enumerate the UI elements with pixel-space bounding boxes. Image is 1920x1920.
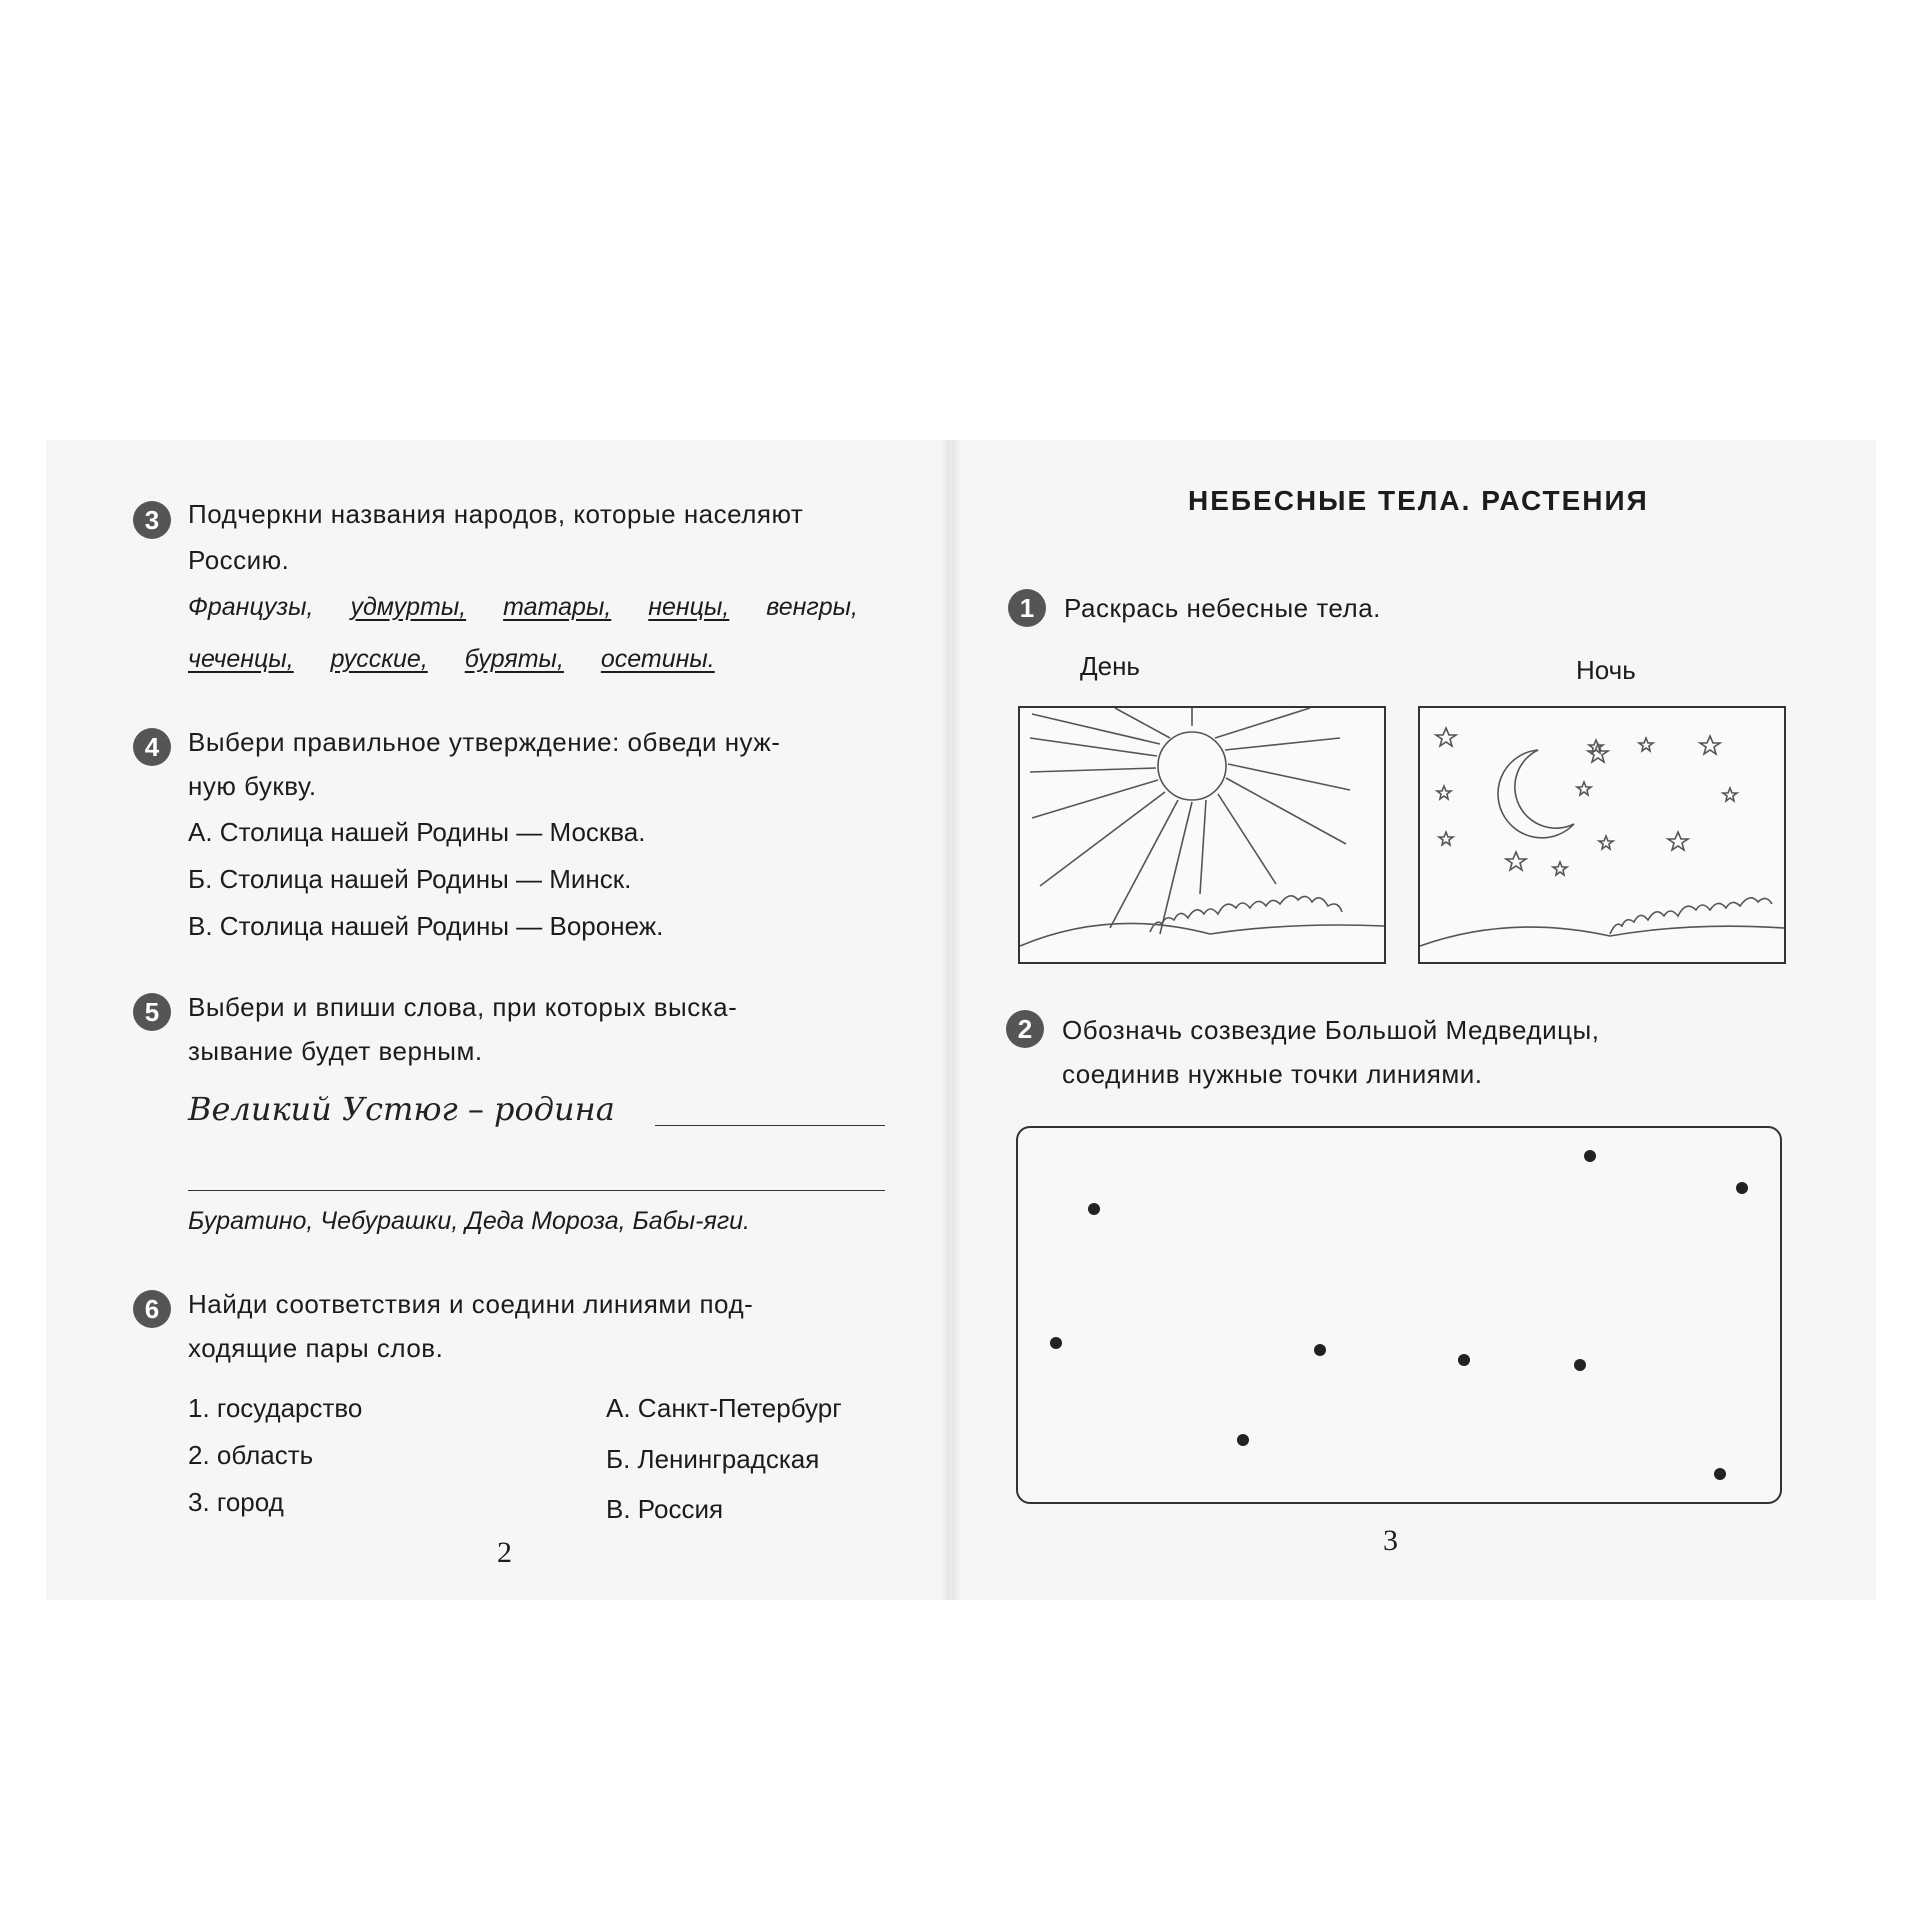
task1-text: Раскрась небесные тела. — [1064, 593, 1381, 623]
task5-answer-line1[interactable] — [655, 1125, 885, 1126]
star-icon — [1700, 736, 1720, 754]
task2-number-badge: 2 — [1006, 1010, 1044, 1048]
task6-text-line2: ходящие пары слов. — [188, 1333, 444, 1363]
people-word[interactable]: ненцы, — [648, 593, 730, 621]
task3-text-line2: Россию. — [188, 545, 290, 575]
star-icon — [1723, 788, 1737, 801]
task1-number-badge: 1 — [1008, 589, 1046, 627]
sun-landscape-drawing — [1020, 708, 1384, 962]
moon-landscape-drawing — [1420, 708, 1784, 962]
constellation-dot[interactable] — [1088, 1203, 1100, 1215]
constellation-dot[interactable] — [1050, 1337, 1062, 1349]
constellation-dot[interactable] — [1237, 1434, 1249, 1446]
task6-left-item[interactable]: 3. город — [188, 1487, 284, 1517]
constellation-dot[interactable] — [1574, 1359, 1586, 1371]
task6-right-item[interactable]: А. Санкт-Петербург — [606, 1393, 842, 1423]
star-icon — [1553, 862, 1567, 875]
task3-peoples-line1 — [188, 593, 888, 622]
day-picture[interactable] — [1018, 706, 1386, 964]
people-word[interactable]: буряты, — [464, 645, 564, 673]
task4-text-line1: Выбери правильное утверждение: обведи нуж- — [188, 727, 781, 757]
people-word[interactable]: татары, — [503, 593, 612, 621]
task3-number-badge: 3 — [133, 501, 171, 539]
star-icon — [1668, 832, 1688, 850]
task2-text-line1: Обозначь созвездие Большой Медведицы, — [1062, 1015, 1600, 1045]
people-word[interactable]: удмурты, — [350, 593, 467, 621]
night-label: Ночь — [1576, 655, 1636, 685]
night-picture[interactable] — [1418, 706, 1786, 964]
star-icon — [1439, 832, 1453, 845]
task5-answer-line2[interactable] — [188, 1190, 885, 1191]
task4-option-c[interactable]: В. Столица нашей Родины — Воронеж. — [188, 911, 664, 941]
day-label: День — [1080, 651, 1140, 681]
star-icon — [1506, 852, 1526, 870]
task5-handwriting: Великий Устюг – родина — [188, 1090, 615, 1128]
task3-peoples-line2 — [188, 645, 745, 674]
constellation-dot[interactable] — [1458, 1354, 1470, 1366]
people-word[interactable]: венгры, — [766, 593, 859, 621]
task5-text-line2: зывание будет верным. — [188, 1036, 483, 1066]
constellation-dot[interactable] — [1736, 1182, 1748, 1194]
people-word[interactable]: осетины. — [600, 645, 715, 673]
right-page-number: 3 — [1383, 1524, 1398, 1557]
task5-words: Буратино, Чебурашки, Деда Мороза, Бабы-яги. — [188, 1207, 750, 1235]
task6-text-line1: Найди соответствия и соедини линиями под- — [188, 1289, 754, 1319]
constellation-dot[interactable] — [1314, 1344, 1326, 1356]
star-icon — [1577, 782, 1591, 795]
task4-option-a[interactable]: А. Столица нашей Родины — Москва. — [188, 817, 646, 847]
people-word[interactable]: чеченцы, — [188, 645, 294, 673]
constellation-dot[interactable] — [1714, 1468, 1726, 1480]
people-word[interactable]: русские, — [330, 645, 428, 673]
book-gutter — [940, 440, 962, 1600]
star-icon — [1436, 728, 1456, 746]
task6-right-item[interactable]: Б. Ленинградская — [606, 1444, 820, 1474]
task6-number-badge: 6 — [133, 1290, 171, 1328]
constellation-dot[interactable] — [1584, 1150, 1596, 1162]
left-page-number: 2 — [497, 1536, 512, 1569]
star-icon — [1437, 786, 1451, 799]
task6-right-item[interactable]: В. Россия — [606, 1494, 724, 1524]
task3-text-line1: Подчеркни названия народов, которые населяют — [188, 499, 804, 529]
moon-icon — [1498, 750, 1574, 838]
page-title: НЕБЕСНЫЕ ТЕЛА. РАСТЕНИЯ — [1188, 485, 1649, 516]
task5-number-badge: 5 — [133, 993, 171, 1031]
sun-icon — [1158, 732, 1226, 800]
task4-number-badge: 4 — [133, 728, 171, 766]
constellation-box[interactable] — [1016, 1126, 1782, 1504]
task6-left-item[interactable]: 1. государство — [188, 1393, 363, 1423]
people-word[interactable]: Французы, — [188, 593, 314, 621]
task4-text-line2: ную букву. — [188, 771, 317, 801]
star-icon — [1599, 836, 1613, 849]
task4-option-b[interactable]: Б. Столица нашей Родины — Минск. — [188, 864, 632, 894]
task2-text-line2: соединив нужные точки линиями. — [1062, 1059, 1483, 1089]
task5-text-line1: Выбери и впиши слова, при которых выска- — [188, 992, 738, 1022]
star-icon — [1639, 738, 1653, 751]
task6-left-item[interactable]: 2. область — [188, 1440, 314, 1470]
